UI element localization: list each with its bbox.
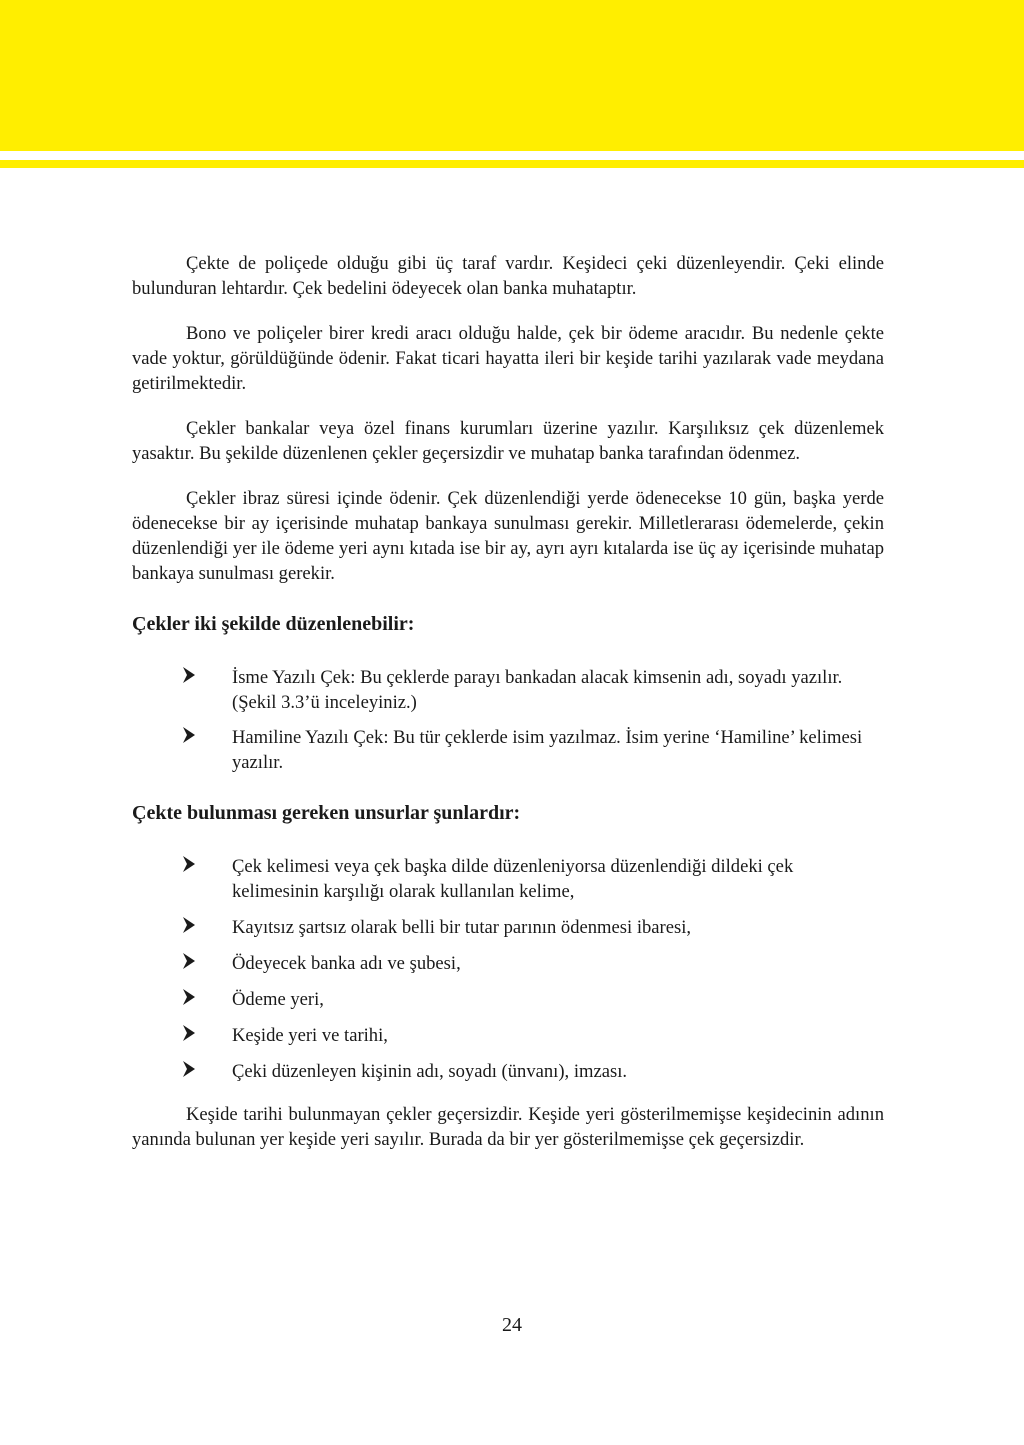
arrowhead-bullet-icon [182,1024,196,1042]
required-elements-list [132,854,884,1084]
list-item [132,665,884,715]
list-item [132,1023,884,1048]
arrowhead-bullet-icon [182,916,196,934]
arrowhead-bullet-icon [182,988,196,1006]
list-item [132,951,884,976]
heading-required-elements: Çekte bulunması gereken unsurlar şunlardır: [132,802,521,824]
list-item [132,854,884,904]
list-item-text: Keşide yeri ve tarihi, [232,1025,388,1046]
paragraph-payment-instrument: Bono ve poliçeler birer kredi aracı olduğu halde, çek bir ödeme aracıdır. Bu nedenle çekte vade yoktur, görüldüğünde ödenir. Fakat ticari hayatta ileri bir keşide tarihi yazılarak vade meydana getirilmektedir. [132,323,884,394]
list-item-text: Çeki düzenleyen kişinin adı, soyadı (ünvanı), imzası. [232,1061,628,1082]
paragraph-drawing-date: Keşide tarihi bulunmayan çekler geçersizdir. Keşide yeri gösterilmemişse keşidecinin adının yanında bulunan yer keşide yeri sayılır. Burada da bir yer gösterilmemişse çek geçersizdir. [132,1104,884,1150]
list-item [132,915,884,940]
paragraph-parties: Çekte de poliçede olduğu gibi üç taraf vardır. Keşideci çeki düzenleyendir. Çeki elinde bulunduran lehtardır. Çek bedelini ödeyecek olan banka muhataptır. [132,253,884,299]
list-item-text: Kayıtsız şartsız olarak belli bir tutar parının ödenmesi ibaresi, [232,917,692,938]
list-item [132,987,884,1012]
list-item-text: Çek kelimesi veya çek başka dilde düzenleniyorsa düzenlendiği dildeki çek kelimesinin karşılığı olarak kullanılan kelime, [232,856,794,902]
header-yellow-stripe [0,160,1024,168]
header-yellow-band [0,0,1024,151]
list-item-text: Ödeme yeri, [232,989,324,1010]
arrowhead-bullet-icon [182,726,196,744]
heading-check-types: Çekler iki şekilde düzenlenebilir: [132,613,415,635]
check-types-list [132,665,884,775]
list-item [132,1059,884,1084]
arrowhead-bullet-icon [182,952,196,970]
page-body [132,251,884,1172]
list-item [132,725,884,775]
arrowhead-bullet-icon [182,666,196,684]
paragraph-presentment-period: Çekler ibraz süresi içinde ödenir. Çek düzenlendiği yerde ödenecekse 10 gün, başka yerde ödenecekse bir ay içerisinde muhatap bankaya sunulması gerekir. Milletlerarası ödemelerde, çekin düzenlendiği yer ile ödeme yeri aynı kıtada ise bir ay, ayrı ayrı kıtalarda ise üç ay içerisinde muhatap bankaya sunulması gerekir. [132,488,884,584]
arrowhead-bullet-icon [182,855,196,873]
list-item-text: İsme Yazılı Çek: Bu çeklerde parayı bankadan alacak kimsenin adı, soyadı yazılır. (Şekil 3.3’ü inceleyiniz.) [232,667,843,713]
list-item-text: Hamiline Yazılı Çek: Bu tür çeklerde isim yazılmaz. İsim yerine ‘Hamiline’ kelimesi yazılır. [232,727,863,773]
arrowhead-bullet-icon [182,1060,196,1078]
page-number: 24 [502,1314,522,1336]
list-item-text: Ödeyecek banka adı ve şubesi, [232,953,461,974]
paragraph-drawee: Çekler bankalar veya özel finans kurumları üzerine yazılır. Karşılıksız çek düzenlemek yasaktır. Bu şekilde düzenlenen çekler geçersizdir ve muhatap banka tarafından ödenmez. [132,418,884,464]
